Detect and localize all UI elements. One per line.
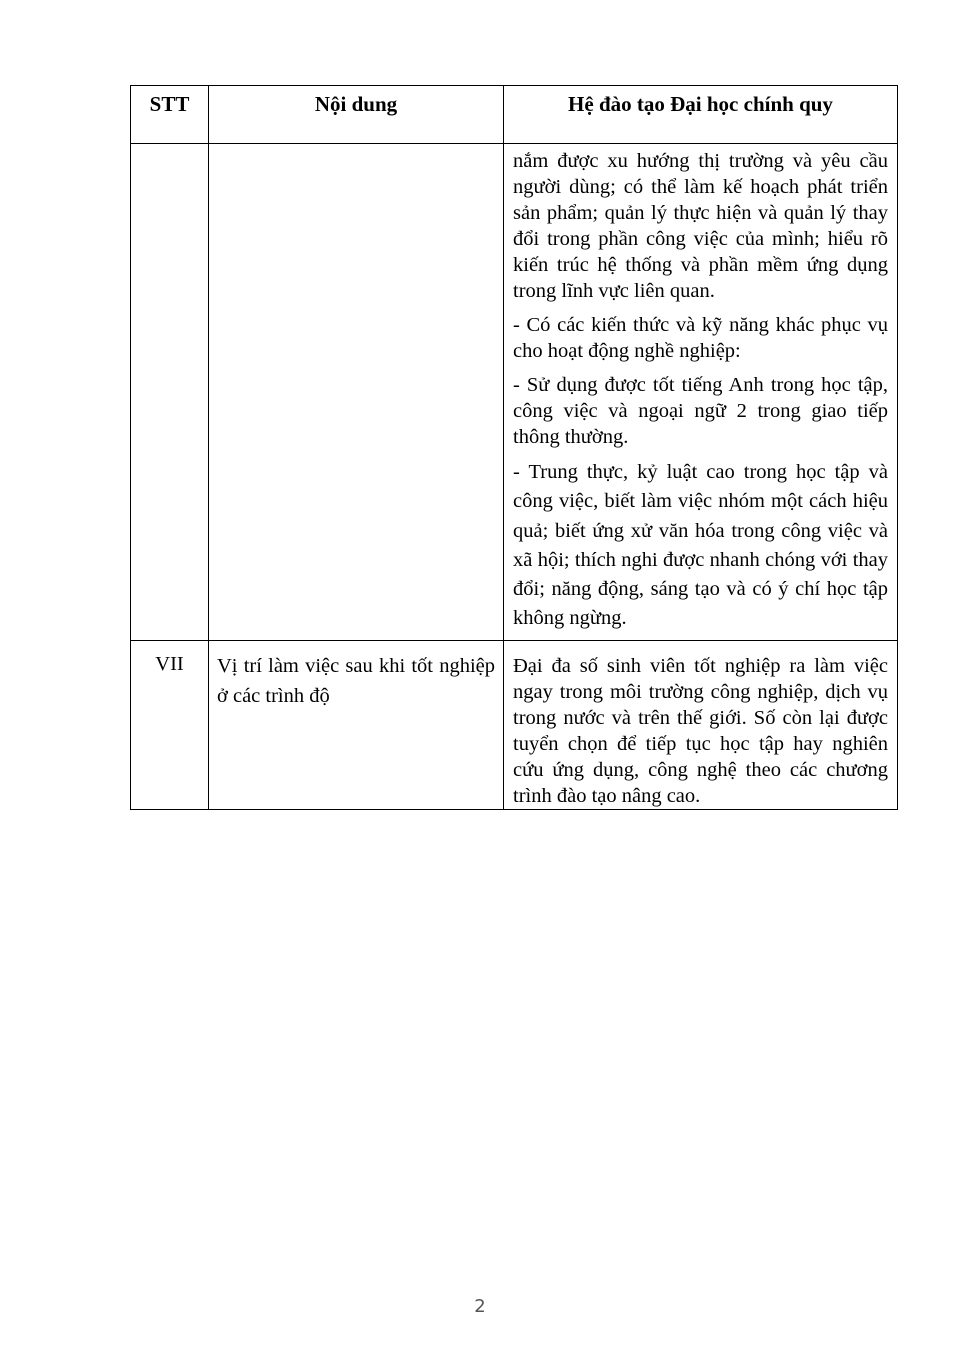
program-cell-continuation bbox=[504, 144, 898, 641]
paragraph-english: - Sử dụng được tốt tiếng Anh trong học tập, công việc và ngoại ngữ 2 trong giao tiếp thông thường. bbox=[513, 374, 888, 448]
paragraph-attitude: - Trung thực, kỷ luật cao trong học tập và công việc, biết làm việc nhóm một cách hiệu quả; biết ứng xử văn hóa trong công việc và xã hội; thích nghi được nhanh chóng với thay đổi; năng động, sáng tạo và có ý chí học tập không ngừng. bbox=[513, 461, 888, 630]
table-row-continuation bbox=[131, 144, 898, 641]
content-cell-vii: Vị trí làm việc sau khi tốt nghiệp ở các trình độ bbox=[209, 640, 504, 809]
program-table bbox=[130, 85, 898, 810]
paragraph-knowledge-continuation: nắm được xu hướng thị trường và yêu cầu người dùng; có thể làm kế hoạch phát triển sản phẩm; quản lý thực hiện và quản lý thay đổi trong phần công việc của mình; hiểu rõ kiến trúc hệ thống và phần mềm ứng dụng trong lĩnh vực liên quan. bbox=[513, 150, 888, 302]
page-number: 2 bbox=[474, 1296, 486, 1317]
header-program: Hệ đào tạo Đại học chính quy bbox=[504, 86, 898, 144]
stt-cell-empty bbox=[131, 144, 209, 641]
header-content: Nội dung bbox=[209, 86, 504, 144]
stt-cell-vii: VII bbox=[131, 640, 209, 809]
table-row-vii bbox=[131, 640, 898, 809]
content-cell-empty bbox=[209, 144, 504, 641]
paragraph-other-skills: - Có các kiến thức và kỹ năng khác phục vụ cho hoạt động nghề nghiệp: bbox=[513, 314, 888, 362]
program-cell-vii: Đại đa số sinh viên tốt nghiệp ra làm việc ngay trong môi trường công nghiệp, dịch vụ trong nước và trên thế giới. Số còn lại được tuyển chọn để tiếp tục học tập hay nghiên cứu ứng dụng, công nghệ theo các chương trình đào tạo nâng cao. bbox=[504, 640, 898, 809]
header-stt: STT bbox=[131, 86, 209, 144]
table-header-row bbox=[131, 86, 898, 144]
